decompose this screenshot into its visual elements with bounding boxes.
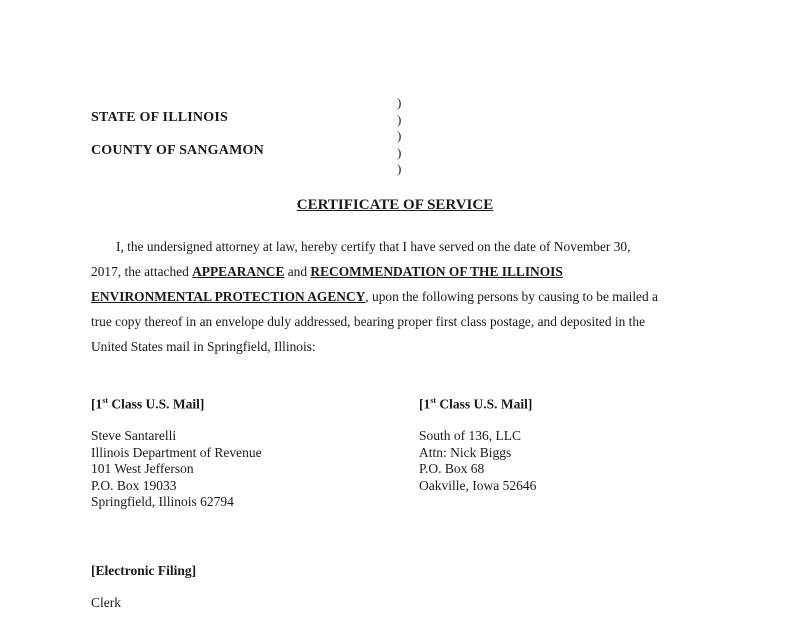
body-text: 2017, the attached [91, 264, 193, 279]
service-method-2 [419, 396, 532, 413]
paren: ) [397, 128, 402, 143]
body-line-2 [91, 264, 563, 280]
recipient-address-2 [419, 428, 536, 494]
body-text: , upon the following persons by causing to be mailed a [365, 289, 658, 304]
paren: ) [397, 95, 402, 110]
address-line: South of 136, LLC [419, 428, 522, 443]
recipient-address-3 [91, 595, 121, 612]
recipient-address-1 [91, 428, 262, 511]
address-line: Springfield, Illinois 62794 [91, 494, 234, 509]
address-line: 101 West Jefferson [91, 461, 194, 476]
address-line: Illinois Department of Revenue [91, 444, 262, 460]
address-line: P.O. Box 68 [419, 461, 485, 476]
body-line-1: I, the undersigned attorney at law, hereby certify that I have served on the date of November 30, [116, 239, 631, 254]
method-superscript: st [102, 396, 109, 405]
address-line: Steve Santarelli [91, 428, 177, 443]
paren: ) [397, 161, 402, 176]
method-text: Class U.S. Mail] [436, 396, 533, 412]
service-method-3: [Electronic Filing] [91, 563, 197, 578]
document-title: CERTIFICATE OF SERVICE [296, 197, 494, 213]
method-text: [1 [419, 396, 431, 412]
method-text: Class U.S. Mail] [108, 396, 205, 412]
caption-county: COUNTY OF SANGAMON [91, 143, 264, 158]
address-line: P.O. Box 19033 [91, 477, 177, 493]
body-line-5: United States mail in Springfield, Illinois: [91, 339, 316, 354]
document-name-appearance: APPEARANCE [192, 264, 285, 279]
caption-state: STATE OF ILLINOIS [91, 110, 228, 125]
address-line: Attn: Nick Biggs [419, 444, 512, 460]
method-superscript: st [430, 396, 437, 405]
paren: ) [397, 144, 402, 160]
document-name-recommendation: RECOMMENDATION OF THE ILLINOIS [310, 264, 563, 279]
paren: ) [397, 111, 402, 127]
method-text: [1 [91, 396, 103, 412]
service-method-1 [91, 396, 204, 413]
address-line: Clerk [91, 595, 121, 610]
body-text: and [284, 264, 311, 279]
body-line-3 [91, 289, 658, 305]
document-name-recommendation-cont: ENVIRONMENTAL PROTECTION AGENCY [91, 289, 366, 304]
address-line: Oakville, Iowa 52646 [419, 477, 537, 493]
caption-parentheses [397, 95, 401, 178]
body-line-4: true copy thereof in an envelope duly addressed, bearing proper first class postage, and deposited in the [91, 314, 646, 329]
